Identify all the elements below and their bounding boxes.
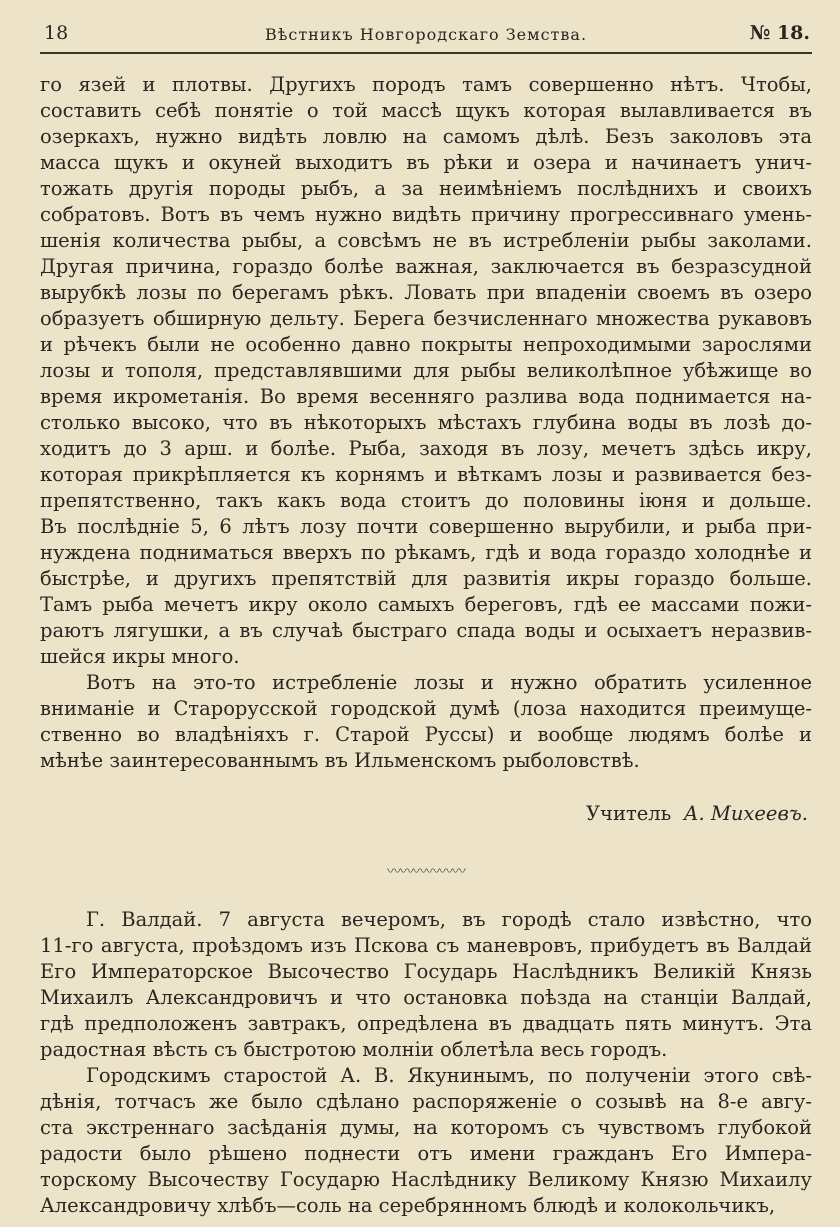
text-line: ственно во владѣніяхъ г. Старой Руссы) и вообще людямъ болѣе и <box>40 723 812 746</box>
text-line: радости было рѣшено поднести отъ имени гражданъ Его Импера- <box>40 1142 812 1165</box>
text-line: мѣнѣе заинтересованнымъ въ Ильменскомъ рыболовствѣ. <box>40 749 640 772</box>
section-divider: 〰〰〰〰〰〰 <box>387 864 465 880</box>
text-line: образуетъ обширную дельту. Берега безчисленнаго множества рукавовъ <box>40 307 812 330</box>
text-line: ходитъ до 3 арш. и болѣе. Рыба, заходя въ лозу, мечетъ здѣсь икру, <box>40 437 812 460</box>
text-line: время икрометанія. Во время весенняго разлива вода поднимается на- <box>40 385 812 408</box>
text-line: шейся икры много. <box>40 645 240 668</box>
text-line: радостная вѣсть съ быстротою молніи облетѣла весь городъ. <box>40 1038 668 1061</box>
text-line: гдѣ предположенъ завтракъ, опредѣлена въ двадцать пять минутъ. Эта <box>40 1012 812 1035</box>
text-line: вырубкѣ лозы по берегамъ рѣкъ. Ловать при впаденіи своемъ въ озеро <box>40 281 812 304</box>
text-line: 11-го августа, проѣздомъ изъ Пскова съ маневровъ, прибудетъ въ Валдай <box>40 934 812 957</box>
page-body <box>40 72 812 1219</box>
text-line: шенія количества рыбы, а совсѣмъ не въ истребленіи рыбы заколами. <box>40 229 812 252</box>
text-line: дѣнія, тотчасъ же было сдѣлано распоряженіе о созывѣ на 8-е авгу- <box>40 1090 812 1113</box>
text-line: составить себѣ понятіе о той массѣ щукъ которая вылавливается въ <box>40 99 812 122</box>
page-number: 18 <box>44 22 69 44</box>
text-line: масса щукъ и окуней выходитъ въ рѣки и озера и начинаетъ унич- <box>40 151 812 174</box>
text-line: Г. Валдай. 7 августа вечеромъ, въ городѣ стало извѣстно, что <box>86 908 812 931</box>
text-line: торскому Высочеству Государю Наслѣднику Великому Князю Михаилу <box>40 1168 812 1191</box>
text-line: Михаилъ Александровичъ и что остановка поѣзда на станціи Валдай, <box>40 986 812 1009</box>
text-line: Другая причина, гораздо болѣе важная, заключается въ безразсудной <box>40 255 812 278</box>
signature-role: Учитель <box>585 802 672 825</box>
text-line: столько высоко, что въ нѣкоторыхъ мѣстахъ глубина воды въ лозѣ до- <box>40 411 812 434</box>
signature-name: А. Михеевъ. <box>683 802 808 825</box>
article-valdai-paragraph-2 <box>40 1063 812 1219</box>
text-line: быстрѣе, и другихъ препятствій для развитія икры гораздо больше. <box>40 567 812 590</box>
article-fishery-paragraph-1 <box>40 72 812 670</box>
issue-number: № 18. <box>749 22 810 44</box>
text-line: раютъ лягушки, а въ случаѣ быстраго спада воды и осыхаетъ неразвив- <box>40 619 812 642</box>
journal-title: Вѣстникъ Новгородскаго Земства. <box>264 25 588 44</box>
text-line: вниманіе и Старорусской городской думѣ (лоза находится преимуще- <box>40 697 812 720</box>
text-line: Вотъ на это-то истребленіе лозы и нужно обратить усиленное <box>86 671 812 694</box>
text-line: Александровичу хлѣбъ—соль на серебрянномъ блюдѣ и колокольчикъ, <box>40 1194 776 1217</box>
text-line: лозы и тополя, представлявшими для рыбы великолѣпное убѣжище во <box>40 359 812 382</box>
article-valdai-paragraph-1 <box>40 907 812 1063</box>
page-header <box>40 18 812 54</box>
text-line: которая прикрѣпляется къ корнямъ и вѣткамъ лозы и развивается без- <box>40 463 812 486</box>
text-line: собратовъ. Вотъ въ чемъ нужно видѣть причину прогрессивнаго умень- <box>40 203 812 226</box>
text-line: тожать другія породы рыбъ, а за неимѣніемъ послѣднихъ и своихъ <box>40 177 812 200</box>
text-line: Тамъ рыба мечетъ икру около самыхъ береговъ, гдѣ ее массами пожи- <box>40 593 812 616</box>
text-line: препятственно, такъ какъ вода стоитъ до половины іюня и дольше. <box>40 489 812 512</box>
text-line: Въ послѣдніе 5, 6 лѣтъ лозу почти совершенно вырубили, и рыба при- <box>40 515 812 538</box>
text-line: го язей и плотвы. Другихъ породъ тамъ совершенно нѣтъ. Чтобы, <box>40 73 812 96</box>
text-line: Его Императорское Высочество Государь Наслѣдникъ Великій Князь <box>40 960 812 983</box>
text-line: озеркахъ, нужно видѣть ловлю на самомъ дѣлѣ. Безъ заколовъ эта <box>40 125 812 148</box>
text-line: ста экстреннаго засѣданія думы, на которомъ съ чувствомъ глубокой <box>40 1116 812 1139</box>
article-fishery-paragraph-2 <box>40 670 812 774</box>
text-line: и рѣчекъ были не особенно давно покрыты непроходимыми зарослями <box>40 333 812 356</box>
article-signature <box>40 802 812 825</box>
text-line: нуждена подниматься вверхъ по рѣкамъ, гдѣ и вода гораздо холоднѣе и <box>40 541 812 564</box>
text-line: Городскимъ старостой А. В. Якунинымъ, по полученіи этого свѣ- <box>86 1064 812 1087</box>
